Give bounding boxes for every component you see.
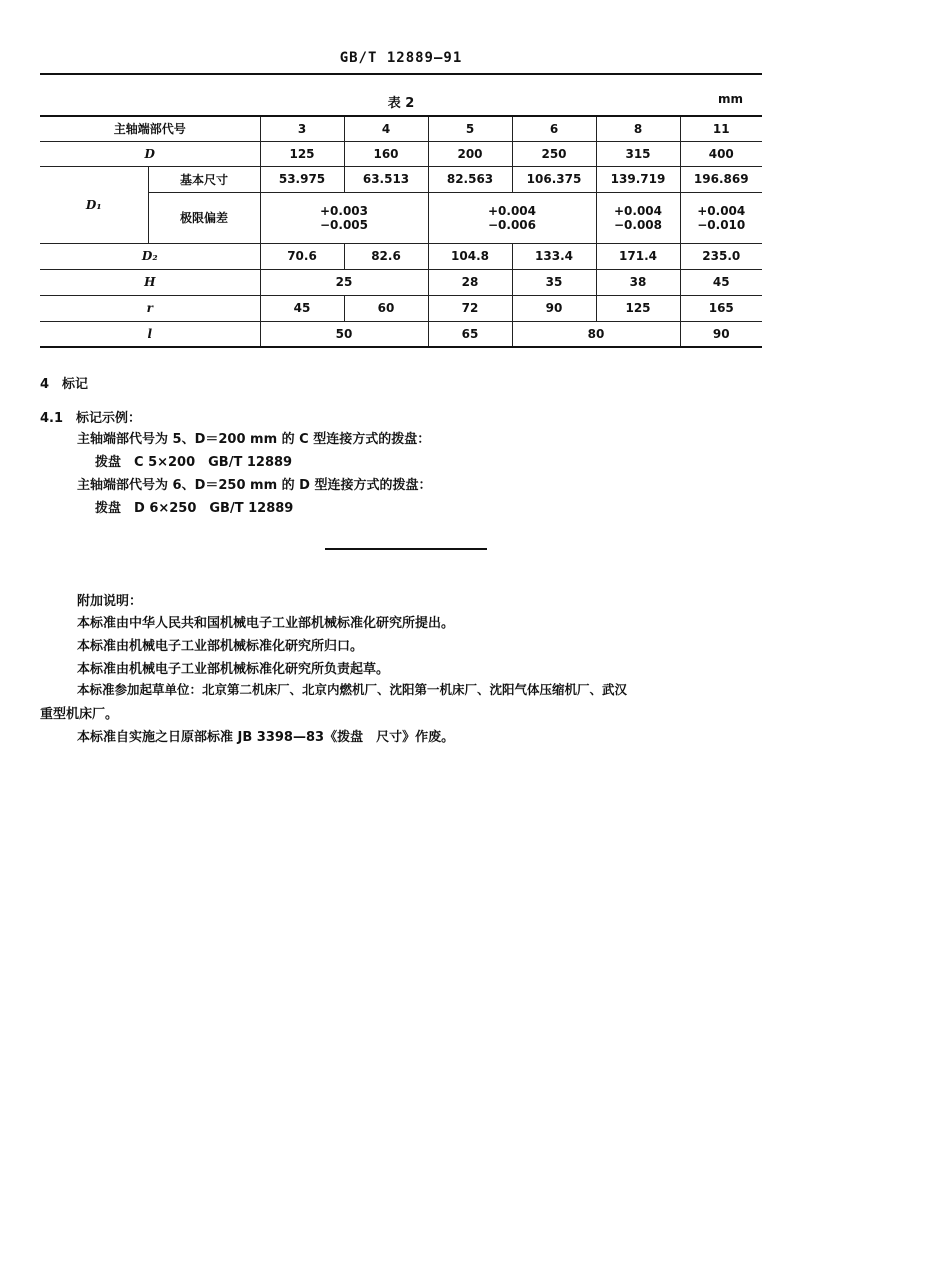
note-line: 重型机床厂。 [40, 707, 119, 722]
cell: 8 [596, 116, 680, 141]
cell: 250 [512, 141, 596, 166]
cell: 28 [428, 269, 512, 295]
tolerance-upper: +0.004 [613, 203, 662, 218]
section-divider [325, 548, 487, 550]
note-line: 本标准自实施之日原部标准 JB 3398—83《拨盘 尺寸》作废。 [77, 730, 455, 745]
cell: 63.513 [344, 166, 428, 192]
dimension-table [40, 115, 762, 348]
row-label-l: l [40, 321, 260, 347]
cell: 196.869 [680, 166, 762, 192]
cell: 200 [428, 141, 512, 166]
table-row [40, 269, 762, 295]
table-row [40, 116, 762, 141]
cell: 171.4 [596, 243, 680, 269]
cell: 25 [260, 269, 428, 295]
sublabel-basic-size: 基本尺寸 [148, 166, 260, 192]
cell: 125 [596, 295, 680, 321]
cell: 4 [344, 116, 428, 141]
cell: 35 [512, 269, 596, 295]
tolerance-lower: −0.008 [613, 217, 662, 232]
cell: 50 [260, 321, 428, 347]
tolerance-lower: −0.010 [697, 217, 746, 232]
cell: 160 [344, 141, 428, 166]
cell: 90 [680, 321, 762, 347]
cell: 82.563 [428, 166, 512, 192]
cell: 400 [680, 141, 762, 166]
cell: 139.719 [596, 166, 680, 192]
cell: 106.375 [512, 166, 596, 192]
cell: 315 [596, 141, 680, 166]
cell: 53.975 [260, 166, 344, 192]
table-row [40, 166, 762, 192]
tolerance-upper: +0.004 [487, 203, 536, 218]
standard-number-header: GB/T 12889—91 [339, 50, 463, 66]
note-line: 本标准由机械电子工业部机械标准化研究所负责起草。 [77, 662, 390, 677]
example-description: 主轴端部代号为 6、D＝250 mm 的 D 型连接方式的拨盘： [77, 478, 432, 493]
cell: 82.6 [344, 243, 428, 269]
subsection-title: 4.1 标记示例： [40, 411, 142, 426]
cell: 235.0 [680, 243, 762, 269]
row-label-r: r [40, 295, 260, 321]
cell: 5 [428, 116, 512, 141]
cell: 65 [428, 321, 512, 347]
cell: 60 [344, 295, 428, 321]
table-row [40, 295, 762, 321]
note-line: 本标准由机械电子工业部机械标准化研究所归口。 [77, 639, 364, 654]
cell: 6 [512, 116, 596, 141]
cell: 133.4 [512, 243, 596, 269]
tolerance-lower: −0.005 [319, 217, 368, 232]
row-label-D2: D₂ [40, 243, 260, 269]
tolerance-upper: +0.003 [319, 203, 368, 218]
sublabel-tolerance: 极限偏差 [148, 192, 260, 243]
note-line: 本标准由中华人民共和国机械电子工业部机械标准化研究所提出。 [77, 616, 455, 631]
row-label-D: D [40, 141, 260, 166]
cell: 72 [428, 295, 512, 321]
cell: 70.6 [260, 243, 344, 269]
tolerance-cell [680, 192, 762, 243]
tolerance-lower: −0.006 [487, 217, 536, 232]
cell: 104.8 [428, 243, 512, 269]
table-row [40, 243, 762, 269]
note-line: 本标准参加起草单位：北京第二机床厂、北京内燃机厂、沈阳第一机床厂、沈阳气体压缩机厂、武汉 [77, 682, 628, 697]
cell: 3 [260, 116, 344, 141]
table-row [40, 321, 762, 347]
cell: 38 [596, 269, 680, 295]
row-label-code: 主轴端部代号 [40, 116, 260, 141]
tolerance-cell [596, 192, 680, 243]
example-description: 主轴端部代号为 5、D＝200 mm 的 C 型连接方式的拨盘： [77, 432, 431, 447]
row-label-H: H [40, 269, 260, 295]
notes-title: 附加说明： [77, 594, 143, 609]
cell: 45 [260, 295, 344, 321]
tolerance-upper: +0.004 [697, 203, 746, 218]
cell: 11 [680, 116, 762, 141]
header-rule [40, 73, 762, 75]
table-row [40, 192, 762, 243]
section-title: 4 标记 [40, 377, 89, 392]
tolerance-cell [260, 192, 428, 243]
cell: 45 [680, 269, 762, 295]
cell: 165 [680, 295, 762, 321]
row-label-D1: D₁ [40, 166, 148, 243]
table-unit: mm [718, 92, 744, 106]
table-row [40, 141, 762, 166]
example-code: 拨盘 C 5×200 GB/T 12889 [95, 455, 293, 470]
cell: 90 [512, 295, 596, 321]
table-caption: 表 2 [387, 96, 415, 111]
example-code: 拨盘 D 6×250 GB/T 12889 [95, 501, 294, 516]
cell: 125 [260, 141, 344, 166]
tolerance-cell [428, 192, 596, 243]
cell: 80 [512, 321, 680, 347]
